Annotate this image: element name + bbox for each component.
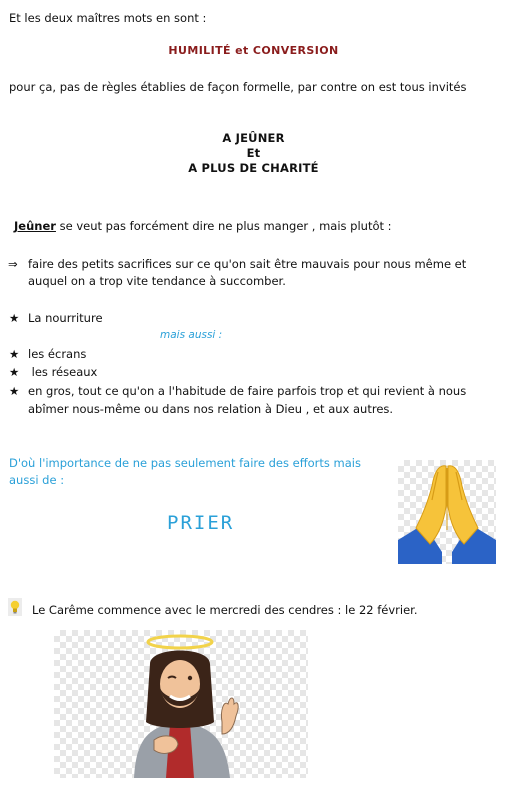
pray-word: PRIER [167, 512, 235, 534]
also-label: mais aussi : [160, 329, 223, 341]
no-rules-line: pour ça, pas de règles établies de façon formelle, par contre on est tous invités [9, 80, 467, 94]
jeuner-definition [14, 218, 392, 235]
jesus-illustration [54, 630, 308, 778]
star-item-screens: les écrans [28, 347, 87, 361]
prayer-line-2: aussi de : [9, 473, 65, 487]
arrow-icon: ⇒ [8, 257, 18, 271]
star-item-general-line-2: abîmer nous-même ou dans nos relation à Dieu , et aux autres. [28, 402, 394, 416]
lightbulb-icon [8, 598, 22, 616]
jeuner-word: Jeûner [14, 219, 56, 233]
jeuner-rest: se veut pas forcément dire ne plus manger , mais plutôt : [55, 219, 392, 233]
star-item-networks: les réseaux [28, 365, 98, 379]
title-line-3: A PLUS DE CHARITÉ [188, 161, 319, 175]
star-icon: ★ [9, 384, 20, 398]
title-line-2: Et [246, 146, 261, 160]
star-icon: ★ [9, 347, 20, 361]
arrow-item-line-2: auquel on a trop vite tendance à succomber. [28, 274, 286, 288]
star-icon: ★ [9, 365, 20, 379]
lent-start-text: Le Carême commence avec le mercredi des cendres : le 22 février. [32, 603, 418, 617]
star-item-food: La nourriture [28, 311, 103, 325]
arrow-item-line-1: faire des petits sacrifices sur ce qu'on sait être mauvais pour nous même et [28, 257, 467, 271]
keywords: HUMILITÉ et CONVERSION [168, 44, 339, 57]
star-icon: ★ [9, 311, 20, 325]
star-item-general-line-1: en gros, tout ce qu'on a l'habitude de faire parfois trop et qui revient à nous [28, 384, 467, 398]
title-line-1: A JEÛNER [222, 131, 285, 145]
praying-hands-icon [398, 460, 496, 564]
prayer-line-1: D'où l'importance de ne pas seulement faire des efforts mais [9, 456, 361, 470]
intro-line: Et les deux maîtres mots en sont : [9, 11, 207, 25]
